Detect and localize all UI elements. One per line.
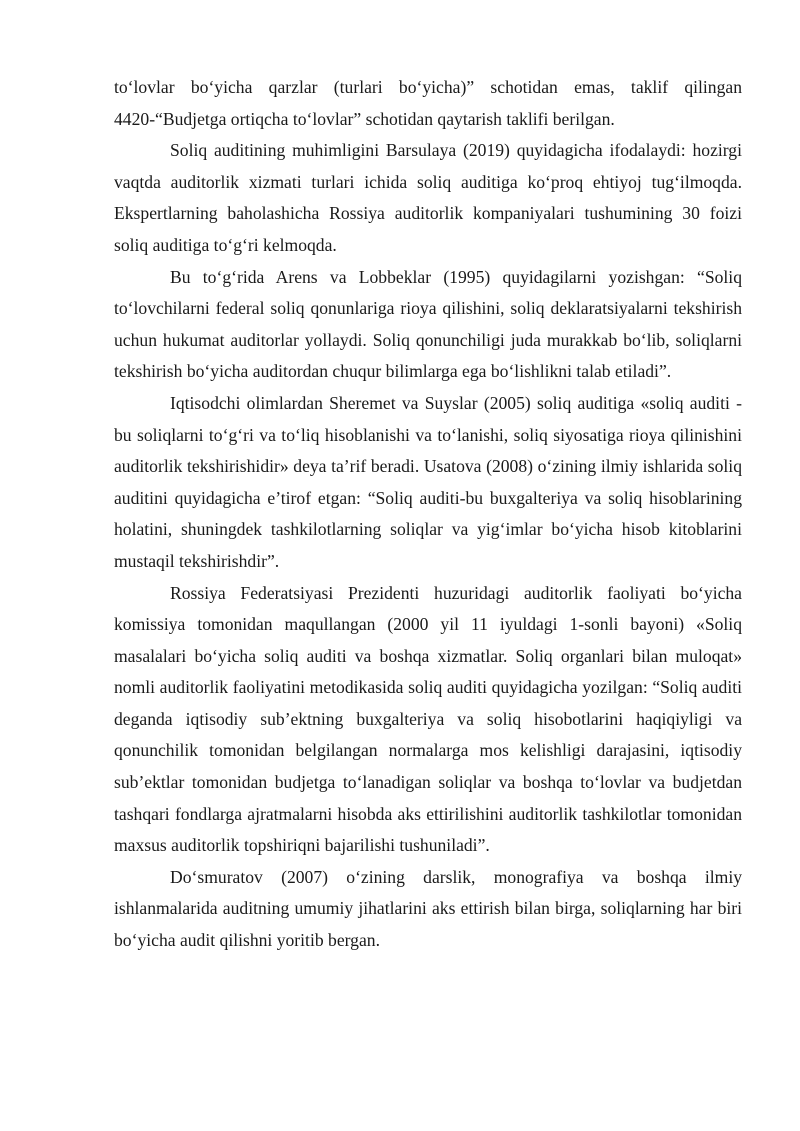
paragraph-continuation: to‘lovlar bo‘yicha qarzlar (turlari bo‘yicha)” schotidan emas, taklif qilingan 4420-“Budjetga ortiqcha to‘lovlar” schotidan qaytarish taklifi berilgan. — [114, 77, 742, 129]
paragraph-barsulaya: Soliq auditining muhimligini Barsulaya (2019) quyidagicha ifodalaydi: hozirgi vaqtda auditorlik xizmati turlari ichida soliq auditiga ko‘proq ehtiyoj tug‘ilmoqda. Ekspertlarning baholashicha Rossiya auditorlik kompaniyalari tushumining 30 foizi soliq auditiga to‘g‘ri kelmoqda. — [114, 140, 742, 255]
paragraph-sheremet-suys: Iqtisodchi olimlardan Sheremet va Suyslar (2005) soliq auditiga «soliq auditi - bu soliqlarni to‘g‘ri va to‘liq hisoblanishi va to‘lanishi, soliq siyosatiga rioya qilinishini auditorlik tekshirishidir» deya ta’rif beradi. Usatova (2008) o‘zining ilmiy ishlarida soliq auditini quyidagicha e’tirof etgan: “Soliq auditi-bu buxgalteriya va soliq hisoblarining holatini, shuningdek tashkilotlarning soliqlar va yig‘imlar bo‘yicha hisob kitoblarini mustaqil tekshirishdir”. — [114, 392, 742, 571]
paragraph-rossiya-komissiya: Rossiya Federatsiyasi Prezidenti huzuridagi auditorlik faoliyati bo‘yicha komissiya tomonidan maqullangan (2000 yil 11 iyuldagi 1-sonli bayoni) «Soliq masalalari bo‘yicha soliq auditi va boshqa xizmatlar. Soliq organlari bilan muloqat» nomli auditorlik faoliyatini metodikasida soliq auditi quyidagicha yozilgan: “Soliq auditi deganda iqtisodiy sub’ektning buxgalteriya va soliq hisobotlarini haqiqiyligi va qonunchilik tomonidan belgilangan normalarga mos kelishligi darajasini, iqtisodiy sub’ektlar tomonidan budjetga to‘lanadigan soliqlar va boshqa to‘lovlar va budjetdan tashqari fondlarga ajratmalarni hisobda aks ettirilishini auditorlik tashkilotlar tomonidan maxsus auditorlik topshiriqni bajarilishi tushuniladi”. — [114, 582, 742, 856]
paragraph-dosmuratov: Do‘smuratov (2007) o‘zining darslik, monografiya va boshqa ilmiy ishlanmalarida auditning umumiy jihatlarini aks ettirish bilan birga, soliqlarning har biri bo‘yicha audit qilishni yoritib bergan. — [114, 866, 742, 951]
paragraph-arens-lobbek: Bu to‘g‘rida Arens va Lobbeklar (1995) quyidagilarni yozishgan: “Soliq to‘lovchilarni federal soliq qonunlariga rioya qilishini, soliq deklaratsiyalarni tekshirish uchun hukumat auditorlar yollaydi. Soliq qonunchiligi juda murakkab bo‘lib, soliqlarni tekshirish bo‘yicha auditordan chuqur bilimlarga ega bo‘lishlikni talab etiladi”. — [114, 266, 742, 382]
document-page — [114, 72, 742, 957]
